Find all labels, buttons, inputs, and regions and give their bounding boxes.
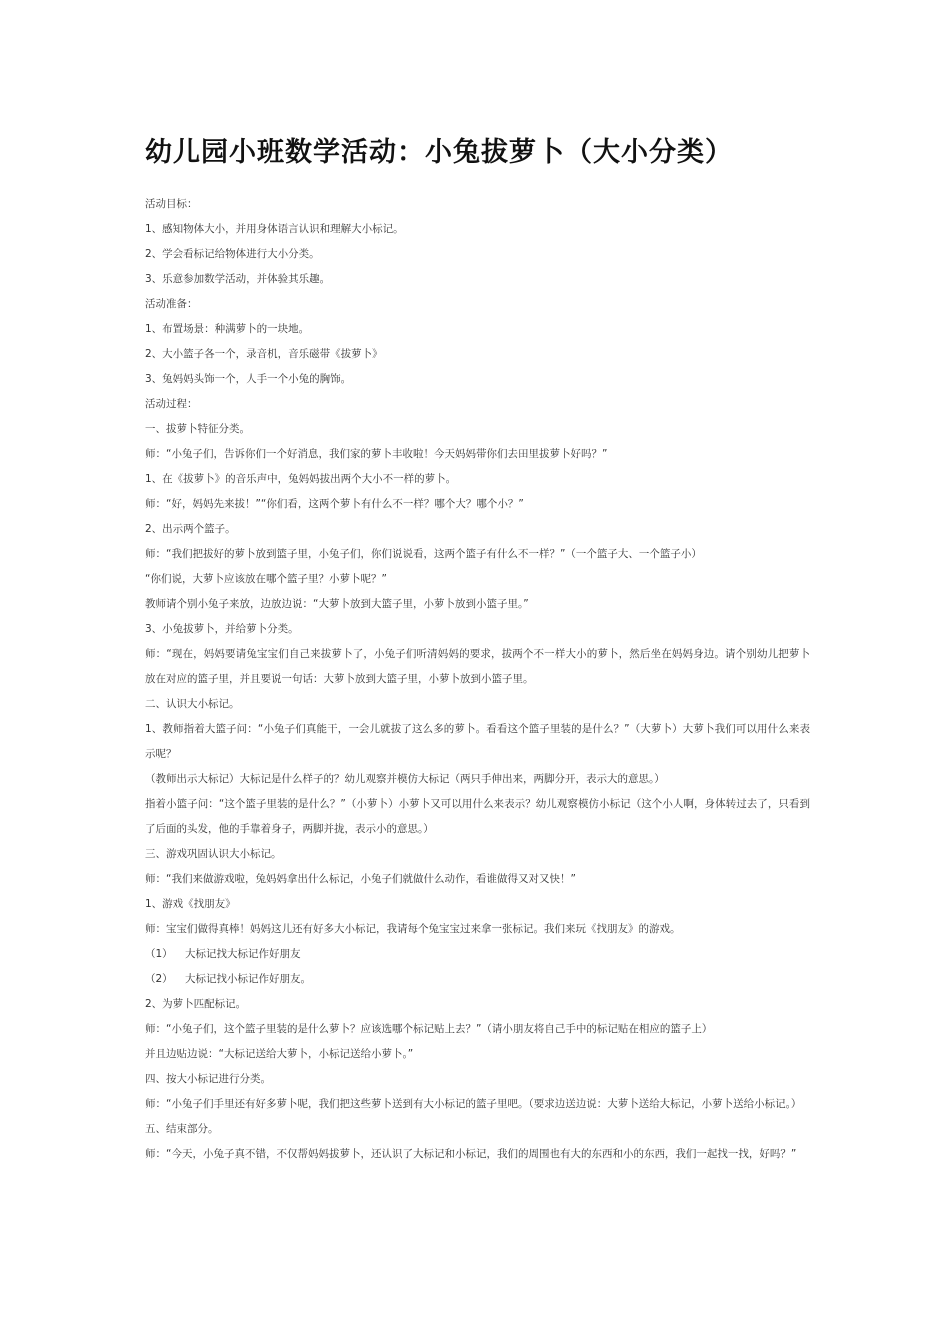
sub-item <box>145 942 810 967</box>
document-body <box>145 192 810 1167</box>
paragraph: 一、拔萝卜特征分类。 <box>145 423 250 435</box>
sub-item-text: 大标记找大标记作好朋友 <box>185 948 301 960</box>
paragraph: 1、在《拔萝卜》的音乐声中，兔妈妈拔出两个大小不一样的萝卜。 <box>145 473 457 485</box>
paragraph: 活动过程： <box>145 398 198 410</box>
paragraph: 师：宝宝们做得真棒！妈妈这儿还有好多大小标记，我请每个兔宝宝过来拿一张标记。我们来玩《找朋友》的游戏。 <box>145 923 681 935</box>
paragraph: 1、游戏《找朋友》 <box>145 898 236 910</box>
paragraph: 四、按大小标记进行分类。 <box>145 1073 271 1085</box>
document-title: 幼儿园小班数学活动：小兔拔萝卜（大小分类） <box>145 137 733 168</box>
sub-item-number: （1） <box>145 948 173 960</box>
paragraph: 3、乐意参加数学活动，并体验其乐趣。 <box>145 273 331 285</box>
paragraph: 师：“小兔子们，这个篮子里装的是什么萝卜？应该选哪个标记贴上去？”（请小朋友将自己手中的标记贴在相应的篮子上） <box>145 1023 713 1035</box>
paragraph: 师：“好，妈妈先来拔！”“你们看，这两个萝卜有什么不一样？哪个大？哪个小？” <box>145 498 524 510</box>
paragraph: 3、小兔拔萝卜，并给萝卜分类。 <box>145 623 299 635</box>
paragraph: 指着小篮子问：“这个篮子里装的是什么？”（小萝卜）小萝卜又可以用什么来表示？幼儿观察模仿小标记（这个小人啊，身体转过去了，只看到了后面的头发，他的手靠着身子，两脚并拢，表示小的意思。） <box>145 798 810 835</box>
paragraph: 2、为萝卜匹配标记。 <box>145 998 247 1010</box>
paragraph: 师：“今天，小兔子真不错，不仅帮妈妈拔萝卜，还认识了大标记和小标记，我们的周围也有大的东西和小的东西，我们一起找一找，好吗？” <box>145 1148 797 1160</box>
sub-item <box>145 967 810 992</box>
paragraph: 1、感知物体大小，并用身体语言认识和理解大小标记。 <box>145 223 404 235</box>
paragraph: （教师出示大标记）大标记是什么样子的？幼儿观察并模仿大标记（两只手伸出来，两脚分开，表示大的意思。） <box>145 773 665 785</box>
sub-item-number: （2） <box>145 973 173 985</box>
paragraph: “你们说，大萝卜应该放在哪个篮子里？小萝卜呢？” <box>145 573 387 585</box>
paragraph: 师：“我们把拔好的萝卜放到篮子里，小兔子们，你们说说看，这两个篮子有什么不一样？”（一个篮子大、一个篮子小） <box>145 548 702 560</box>
paragraph: 二、认识大小标记。 <box>145 698 240 710</box>
sub-item-text: 大标记找小标记作好朋友。 <box>185 973 311 985</box>
paragraph: 3、兔妈妈头饰一个，人手一个小兔的胸饰。 <box>145 373 352 385</box>
paragraph: 活动准备： <box>145 298 198 310</box>
paragraph: 师：“小兔子们手里还有好多萝卜呢，我们把这些萝卜送到有大小标记的篮子里吧。（要求边送边说：大萝卜送给大标记，小萝卜送给小标记。） <box>145 1098 802 1110</box>
paragraph: 2、大小篮子各一个，录音机，音乐磁带《拔萝卜》 <box>145 348 383 360</box>
paragraph: 师：“小兔子们，告诉你们一个好消息，我们家的萝卜丰收啦！今天妈妈带你们去田里拔萝卜好吗？” <box>145 448 608 460</box>
paragraph: 1、教师指着大篮子问：“小兔子们真能干，一会儿就拔了这么多的萝卜。看看这个篮子里装的是什么？”（大萝卜）大萝卜我们可以用什么来表示呢？ <box>145 723 810 760</box>
paragraph: 三、游戏巩固认识大小标记。 <box>145 848 282 860</box>
paragraph: 1、布置场景：种满萝卜的一块地。 <box>145 323 310 335</box>
paragraph: 2、出示两个篮子。 <box>145 523 236 535</box>
paragraph: 教师请个别小兔子来放，边放边说：“大萝卜放到大篮子里，小萝卜放到小篮子里。” <box>145 598 529 610</box>
paragraph: 师：“现在，妈妈要请兔宝宝们自己来拔萝卜了，小兔子们听清妈妈的要求，拔两个不一样大小的萝卜，然后坐在妈妈身边。请个别幼儿把萝卜放在对应的篮子里，并且要说一句话：大萝卜放到大篮子里，小萝卜放到小篮子里。 <box>145 648 810 685</box>
paragraph: 五、结束部分。 <box>145 1123 219 1135</box>
paragraph: 师：“我们来做游戏啦，兔妈妈拿出什么标记，小兔子们就做什么动作，看谁做得又对又快！” <box>145 873 576 885</box>
paragraph: 2、学会看标记给物体进行大小分类。 <box>145 248 320 260</box>
paragraph: 并且边贴边说：“大标记送给大萝卜，小标记送给小萝卜。” <box>145 1048 414 1060</box>
paragraph: 活动目标： <box>145 198 198 210</box>
